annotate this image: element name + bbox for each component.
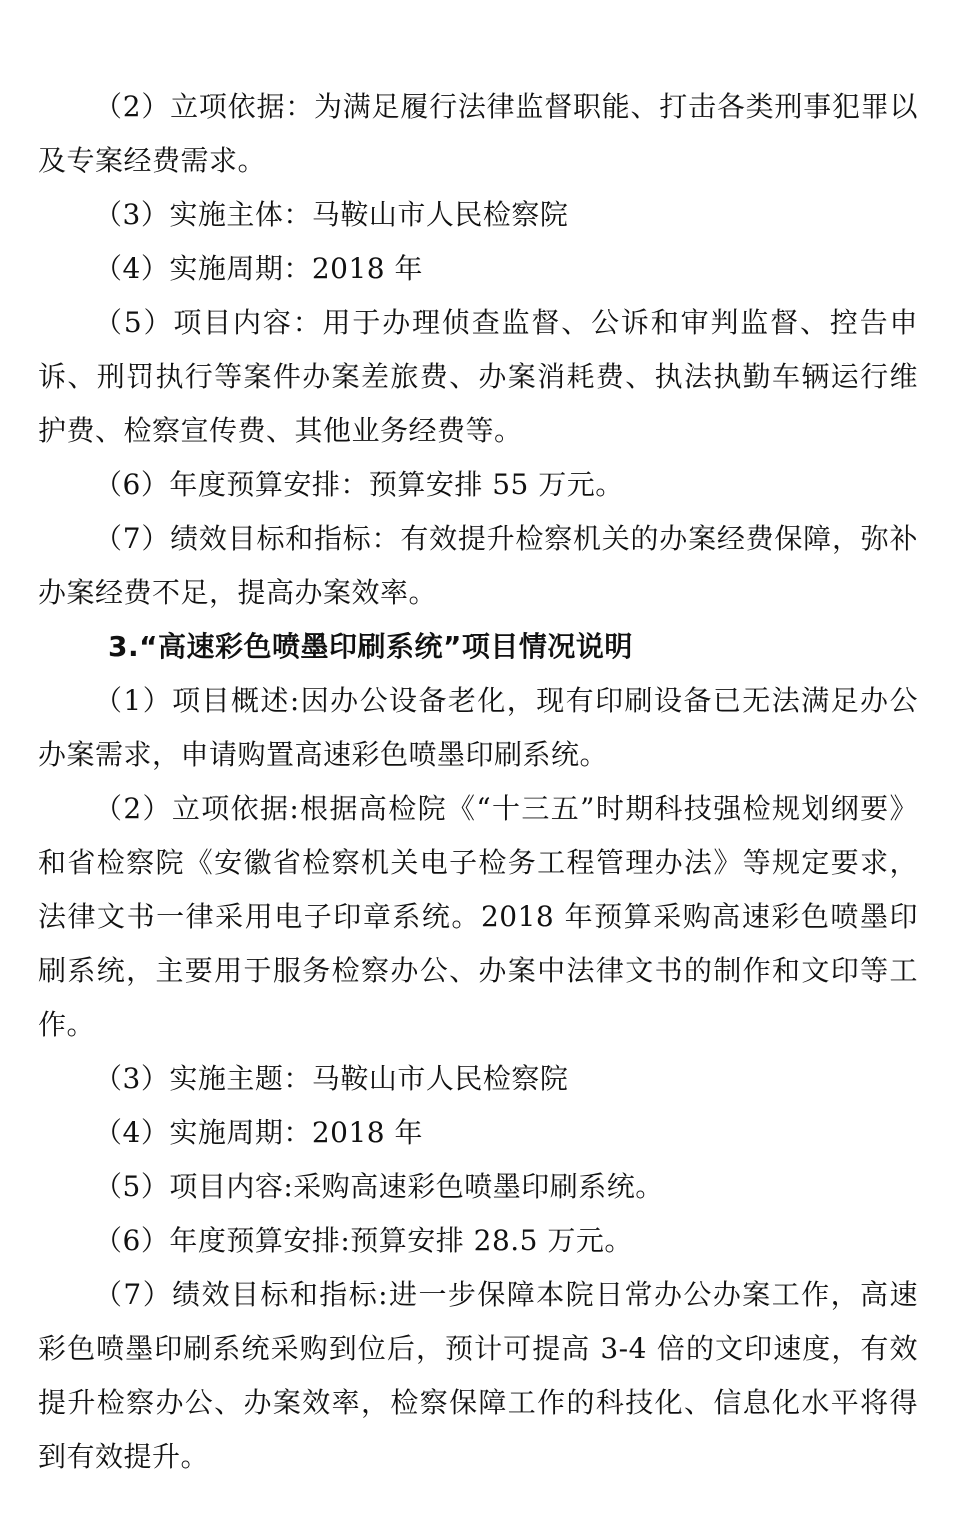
- paragraph-budget: （6）年度预算安排:预算安排 28.5 万元。: [94, 1224, 633, 1257]
- paragraph-overview: （1）项目概述:因办公设备老化，现有印刷设备已无法满足办公办案需求，申请购置高速彩色喷墨印刷系统。: [38, 684, 918, 771]
- paragraph-basis: （2）立项依据：为满足履行法律监督职能、打击各类刑事犯罪以及专案经费需求。: [38, 90, 918, 177]
- paragraph-period: （4）实施周期：2018 年: [94, 1116, 423, 1149]
- paragraph-period: （4）实施周期：2018 年: [94, 252, 423, 285]
- paragraph-implementer: （3）实施主题：马鞍山市人民检察院: [94, 1062, 569, 1095]
- section-heading: 3.“高速彩色喷墨印刷系统”项目情况说明: [108, 630, 633, 663]
- paragraph-budget: （6）年度预算安排：预算安排 55 万元。: [94, 468, 624, 501]
- paragraph-goals: （7）绩效目标和指标：有效提升检察机关的办案经费保障，弥补办案经费不足，提高办案效率。: [38, 522, 918, 609]
- paragraph-content: （5）项目内容：用于办理侦查监督、公诉和审判监督、控告申诉、刑罚执行等案件办案差旅费、办案消耗费、执法执勤车辆运行维护费、检察宣传费、其他业务经费等。: [38, 306, 918, 447]
- paragraph-basis: （2）立项依据:根据高检院《“十三五”时期科技强检规划纲要》和省检察院《安徽省检察机关电子检务工程管理办法》等规定要求，法律文书一律采用电子印章系统。2018 年预算采购高速彩色喷墨印刷系统，主要用于服务检察办公、办案中法律文书的制作和文印等工作。: [38, 792, 918, 1041]
- paragraph-content: （5）项目内容:采购高速彩色喷墨印刷系统。: [94, 1170, 664, 1203]
- paragraph-goals: （7）绩效目标和指标:进一步保障本院日常办公办案工作，高速彩色喷墨印刷系统采购到位后，预计可提高 3-4 倍的文印速度，有效提升检察办公、办案效率，检察保障工作的科技化、信息化水平将得到有效提升。: [38, 1278, 918, 1473]
- paragraph-implementer: （3）实施主体：马鞍山市人民检察院: [94, 198, 569, 231]
